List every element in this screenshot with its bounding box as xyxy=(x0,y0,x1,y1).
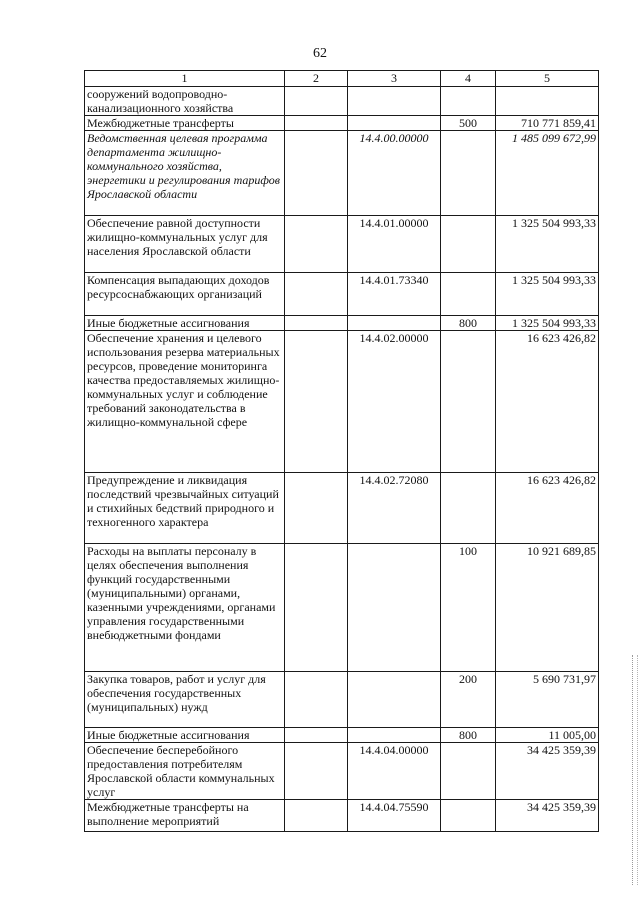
table-row xyxy=(85,473,599,544)
row-code xyxy=(348,87,441,116)
header-col-3: 3 xyxy=(348,71,441,87)
row-amount: 16 623 426,82 xyxy=(496,473,599,544)
row-amount: 16 623 426,82 xyxy=(496,331,599,473)
table-row xyxy=(85,216,599,273)
row-col2 xyxy=(285,316,348,331)
row-amount xyxy=(496,87,599,116)
row-col2 xyxy=(285,743,348,800)
header-col-5: 5 xyxy=(496,71,599,87)
header-row xyxy=(85,71,599,87)
table-row xyxy=(85,273,599,316)
row-amount: 1 325 504 993,33 xyxy=(496,316,599,331)
row-name: Обеспечение бесперебойного предоставления потребителям Ярославской области коммунальных услуг xyxy=(85,743,285,800)
row-name: Иные бюджетные ассигнования xyxy=(85,728,285,743)
row-col2 xyxy=(285,216,348,273)
row-col2 xyxy=(285,728,348,743)
row-col2 xyxy=(285,116,348,131)
row-amount: 34 425 359,39 xyxy=(496,800,599,832)
table-row xyxy=(85,316,599,331)
row-name: Межбюджетные трансферты на выполнение мероприятий xyxy=(85,800,285,832)
row-code: 14.4.00.00000 xyxy=(348,131,441,216)
header-col-1: 1 xyxy=(85,71,285,87)
row-col2 xyxy=(285,273,348,316)
row-col2 xyxy=(285,131,348,216)
row-name: Межбюджетные трансферты xyxy=(85,116,285,131)
table-row xyxy=(85,131,599,216)
table-row xyxy=(85,87,599,116)
row-name: Обеспечение равной доступности жилищно-коммунальных услуг для населения Ярославской области xyxy=(85,216,285,273)
budget-table xyxy=(84,70,599,832)
row-col2 xyxy=(285,672,348,728)
row-type xyxy=(441,87,496,116)
table-row xyxy=(85,800,599,832)
row-amount: 1 485 099 672,99 xyxy=(496,131,599,216)
row-code xyxy=(348,728,441,743)
header-col-2: 2 xyxy=(285,71,348,87)
row-type xyxy=(441,273,496,316)
row-type: 100 xyxy=(441,544,496,672)
row-code: 14.4.01.73340 xyxy=(348,273,441,316)
table-row xyxy=(85,544,599,672)
row-name: Иные бюджетные ассигнования xyxy=(85,316,285,331)
row-code: 14.4.04.00000 xyxy=(348,743,441,800)
row-amount: 1 325 504 993,33 xyxy=(496,273,599,316)
row-name: сооружений водопроводно-канализационного хозяйства xyxy=(85,87,285,116)
row-col2 xyxy=(285,544,348,672)
row-type xyxy=(441,331,496,473)
row-amount: 710 771 859,41 xyxy=(496,116,599,131)
row-code: 14.4.01.00000 xyxy=(348,216,441,273)
row-amount: 1 325 504 993,33 xyxy=(496,216,599,273)
row-name: Компенсация выпадающих доходов ресурсоснабжающих организаций xyxy=(85,273,285,316)
table-row xyxy=(85,116,599,131)
row-code xyxy=(348,672,441,728)
row-code: 14.4.04.75590 xyxy=(348,800,441,832)
row-type xyxy=(441,800,496,832)
row-name: Закупка товаров, работ и услуг для обеспечения государственных (муниципальных) нужд xyxy=(85,672,285,728)
row-type: 800 xyxy=(441,728,496,743)
table-row xyxy=(85,728,599,743)
row-type xyxy=(441,216,496,273)
table-body xyxy=(85,87,599,832)
row-name: Ведомственная целевая программа департамента жилищно-коммунального хозяйства, энергетики и регулирования тарифов Ярославской области xyxy=(85,131,285,216)
row-amount: 5 690 731,97 xyxy=(496,672,599,728)
row-amount: 10 921 689,85 xyxy=(496,544,599,672)
row-name: Расходы на выплаты персоналу в целях обеспечения выполнения функций государственными (муниципальными) органами, казенными учреждениями, органами управления государственными внебюджетными фондами xyxy=(85,544,285,672)
row-col2 xyxy=(285,87,348,116)
row-code: 14.4.02.00000 xyxy=(348,331,441,473)
row-type xyxy=(441,743,496,800)
row-amount: 34 425 359,39 xyxy=(496,743,599,800)
row-code xyxy=(348,116,441,131)
row-type: 500 xyxy=(441,116,496,131)
table-header xyxy=(85,71,599,87)
row-amount: 11 005,00 xyxy=(496,728,599,743)
page-number: 62 xyxy=(313,46,327,61)
row-type: 800 xyxy=(441,316,496,331)
row-type: 200 xyxy=(441,672,496,728)
table-row xyxy=(85,672,599,728)
row-type xyxy=(441,131,496,216)
row-col2 xyxy=(285,800,348,832)
row-type xyxy=(441,473,496,544)
row-code xyxy=(348,544,441,672)
row-col2 xyxy=(285,473,348,544)
header-col-4: 4 xyxy=(441,71,496,87)
row-name: Обеспечение хранения и целевого использования резерва материальных ресурсов, проведение мониторинга качества предоставляемых жилищно-коммунальных услуг и соблюдение требований законодательства в жилищно-коммунальной сфере xyxy=(85,331,285,473)
row-code: 14.4.02.72080 xyxy=(348,473,441,544)
row-code xyxy=(348,316,441,331)
scan-edge-mark xyxy=(632,655,638,885)
row-name: Предупреждение и ликвидация последствий чрезвычайных ситуаций и стихийных бедствий природного и техногенного характера xyxy=(85,473,285,544)
row-col2 xyxy=(285,331,348,473)
table-row xyxy=(85,331,599,473)
table-row xyxy=(85,743,599,800)
